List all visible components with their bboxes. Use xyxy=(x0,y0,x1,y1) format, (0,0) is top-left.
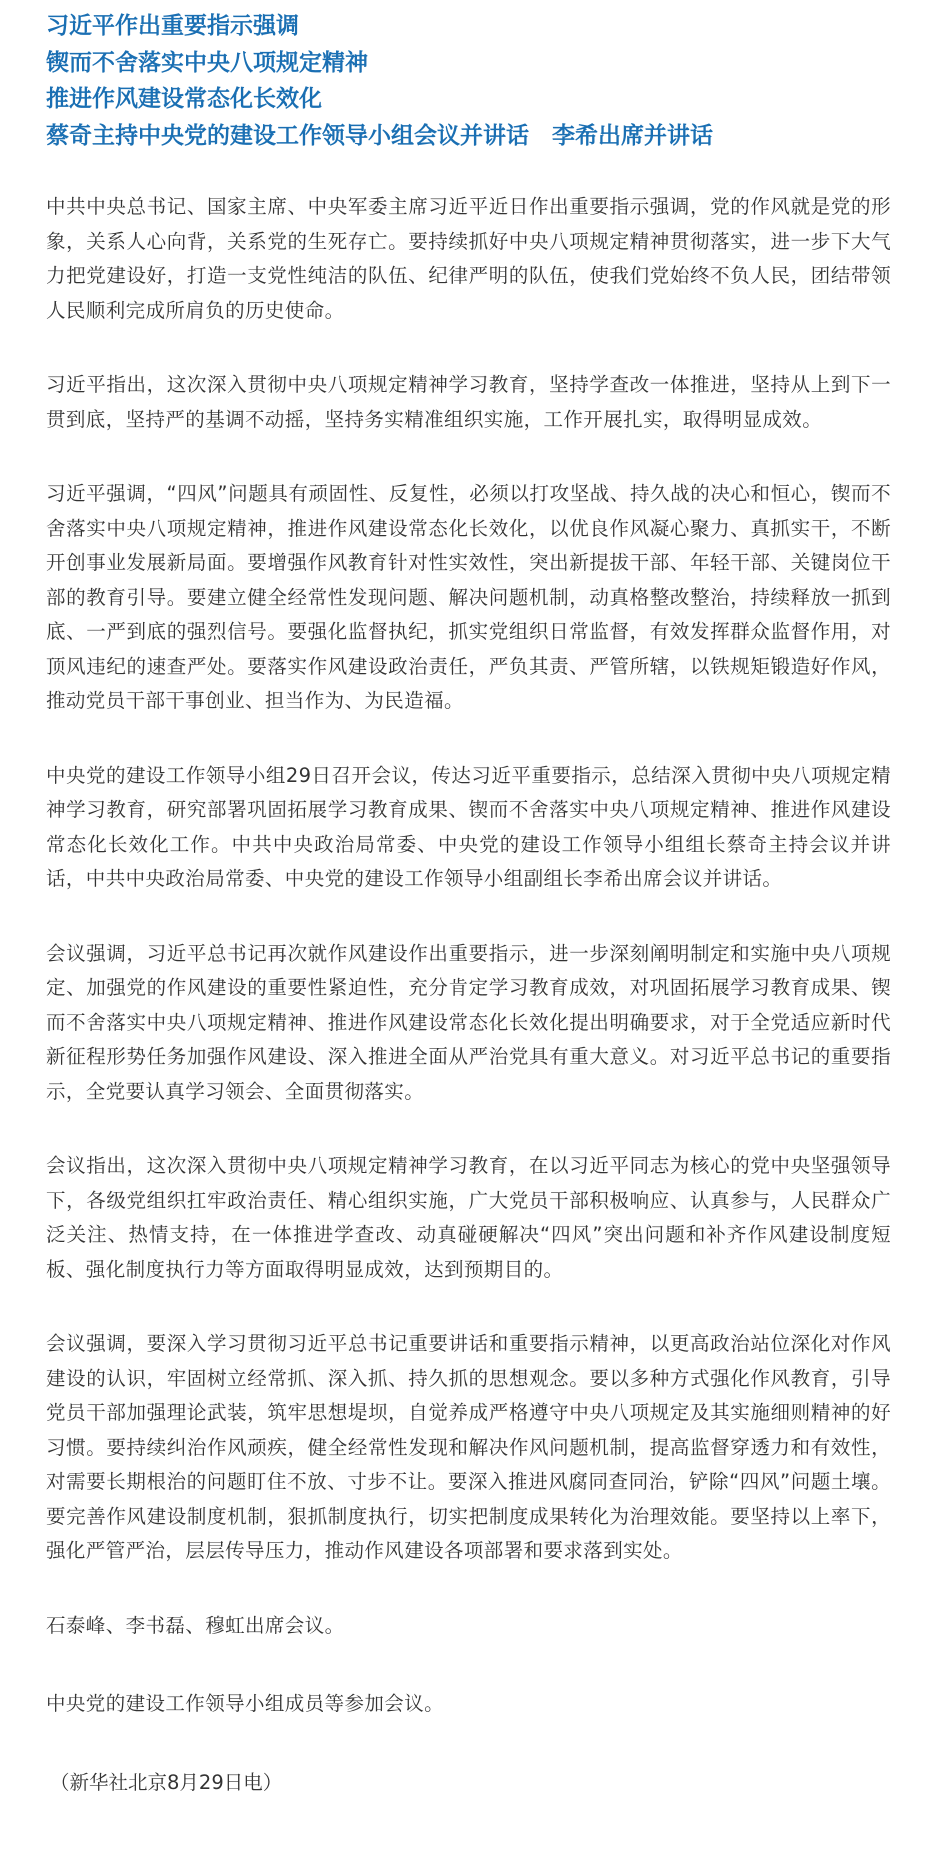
paragraph-attendees: 石泰峰、李书磊、穆虹出席会议。 xyxy=(46,1613,345,1637)
dateline: （新华社北京8月29日电） xyxy=(50,1770,283,1794)
paragraph-2: 习近平指出，这次深入贯彻中央八项规定精神学习教育，坚持学查改一体推进，坚持从上到下一贯到底，坚持严的基调不动摇，坚持务实精准组织实施，工作开展扎实，取得明显成效。 xyxy=(46,373,891,431)
headline-line-1: 习近平作出重要指示强调 xyxy=(46,13,299,39)
paragraph-3: 习近平强调，“四风”问题具有顽固性、反复性，必须以打攻坚战、持久战的决心和恒心，锲而不舍落实中央八项规定精神，推进作风建设常态化长效化，以优良作风凝心聚力、真抓实干，不断开创事业发展新局面。要增强作风教育针对性实效性，突出新提拔干部、年轻干部、关键岗位干部的教育引导。要建立健全经常性发现问题、解决问题机制，动真格整改整治，持续释放一抓到底、一严到底的强烈信号。要强化监督执纪，抓实党组织日常监督，有效发挥群众监督作用，对顶风违纪的速查严处。要落实作风建设政治责任，严负其责、严管所辖，以铁规矩锻造好作风，推动党员干部干事创业、担当作为、为民造福。 xyxy=(46,482,891,712)
paragraph-6: 会议指出，这次深入贯彻中央八项规定精神学习教育，在以习近平同志为核心的党中央坚强领导下，各级党组织扛牢政治责任、精心组织实施，广大党员干部积极响应、认真参与，人民群众广泛关注、热情支持，在一体推进学查改、动真碰硬解决“四风”突出问题和补齐作风建设制度短板、强化制度执行力等方面取得明显成效，达到预期目的。 xyxy=(46,1154,891,1281)
headline-block xyxy=(46,8,891,154)
headline-line-4: 蔡奇主持中央党的建设工作领导小组会议并讲话 李希出席并讲话 xyxy=(46,122,713,149)
paragraph-7: 会议强调，要深入学习贯彻习近平总书记重要讲话和重要指示精神，以更高政治站位深化对作风建设的认识，牢固树立经常抓、深入抓、持久抓的思想观念。要以多种方式强化作风教育，引导党员干部加强理论武装，筑牢思想堤坝，自觉养成严格遵守中央八项规定及其实施细则精神的好习惯。要持续纠治作风顽疾，健全经常性发现和解决作风问题机制，提高监督穿透力和有效性，对需要长期根治的问题盯住不放、寸步不让。要深入推进风腐同查同治，铲除“四风”问题土壤。要完善作风建设制度机制，狠抓制度执行，切实把制度成果转化为治理效能。要坚持以上率下，强化严管严治，层层传导压力，推动作风建设各项部署和要求落到实处。 xyxy=(46,1332,891,1562)
headline-line-3: 推进作风建设常态化长效化 xyxy=(46,86,322,112)
paragraph-members: 中央党的建设工作领导小组成员等参加会议。 xyxy=(46,1692,445,1715)
paragraph-5: 会议强调，习近平总书记再次就作风建设作出重要指示，进一步深刻阐明制定和实施中央八项规定、加强党的作风建设的重要性紧迫性，充分肯定学习教育成效，对巩固拓展学习教育成果、锲而不舍落实中央八项规定精神、推进作风建设常态化长效化提出明确要求，对于全党适应新时代新征程形势任务加强作风建设、深入推进全面从严治党具有重大意义。对习近平总书记的重要指示，全党要认真学习领会、全面贯彻落实。 xyxy=(46,941,891,1103)
headline-line-2: 锲而不舍落实中央八项规定精神 xyxy=(46,49,368,76)
paragraph-4: 中央党的建设工作领导小组29日召开会议，传达习近平重要指示，总结深入贯彻中央八项规定精神学习教育，研究部署巩固拓展学习教育成果、锲而不舍落实中央八项规定精神、推进作风建设常态化长效化工作。中共中央政治局常委、中央党的建设工作领导小组组长蔡奇主持会议并讲话，中共中央政治局常委、中央党的建设工作领导小组副组长李希出席会议并讲话。 xyxy=(46,763,891,890)
paragraph-1: 中共中央总书记、国家主席、中央军委主席习近平近日作出重要指示强调，党的作风就是党的形象，关系人心向背，关系党的生死存亡。要持续抓好中央八项规定精神贯彻落实，进一步下大气力把党建设好，打造一支党性纯洁的队伍、纪律严明的队伍，使我们党始终不负人民，团结带领人民顺利完成所肩负的历史使命。 xyxy=(46,195,891,322)
